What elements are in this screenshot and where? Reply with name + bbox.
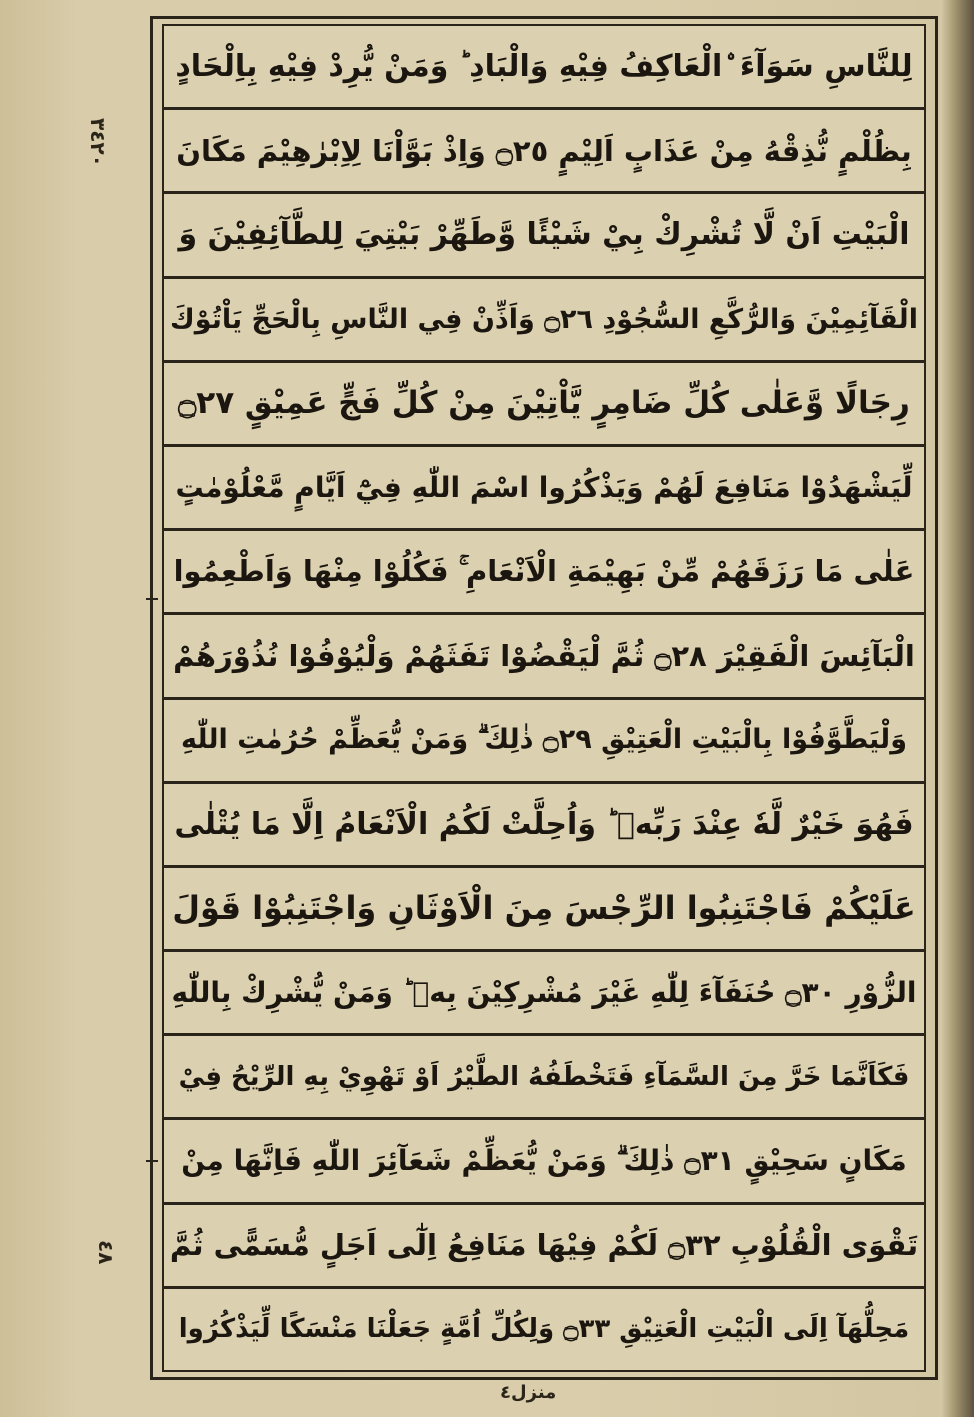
text-line-10: فَهُوَ خَيْرٌ لَّهٗ عِنْدَ رَبِّهٖ ؕ وَاُحِلَّتْ لَكُمُ الْاَنْعَامُ اِلَّا مَا يُتْلٰى [164, 784, 924, 868]
text-line-9: وَلْيَطَّوَّفُوْا بِالْبَيْتِ الْعَتِيْقِ ۝٢٩ ذٰلِكَ ۗ وَمَنْ يُّعَظِّمْ حُرُمٰتِ اللّٰهِ [164, 700, 924, 784]
text-line-13: فَكَاَنَّمَا خَرَّ مِنَ السَّمَآءِ فَتَخْطَفُهُ الطَّيْرُ اَوْ تَهْوِيْ بِهِ الرِّيْحُ فِيْ [164, 1036, 924, 1120]
page-header-fragment [150, 0, 940, 14]
margin-marker-top: ٣٤٢٠ [86, 118, 110, 167]
text-line-6: لِّيَشْهَدُوْا مَنَافِعَ لَهُمْ وَيَذْكُرُوا اسْمَ اللّٰهِ فِيْٓ اَيَّامٍ مَّعْلُوْمٰتٍ [164, 447, 924, 531]
text-line-16: مَحِلُّهَآ اِلَى الْبَيْتِ الْعَتِيْقِ ۝٣٣ وَلِكُلِّ اُمَّةٍ جَعَلْنَا مَنْسَكًا لِّيَذْكُرُوا [178, 1314, 910, 1345]
text-line-11: عَلَيْكُمْ فَاجْتَنِبُوا الرِّجْسَ مِنَ الْاَوْثَانِ وَاجْتَنِبُوْا قَوْلَ [164, 868, 924, 952]
text-line-15: تَقْوَى الْقُلُوْبِ ۝٣٢ لَكُمْ فِيْهَا مَنَافِعُ اِلٰٓى اَجَلٍ مُّسَمًّى ثُمَّ [164, 1205, 924, 1289]
page-binding-shadow [940, 0, 974, 1417]
text-line-12: الزُّوْرِ ۝٣٠ حُنَفَآءَ لِلّٰهِ غَيْرَ مُشْرِكِيْنَ بِهٖ ؕ وَمَنْ يُّشْرِكْ بِاللّٰهِ [164, 952, 924, 1036]
margin-tick [146, 1160, 158, 1162]
text-line-1: لِلنَّاسِ سَوَآءَ ۨالْعَاكِفُ فِيْهِ وَالْبَادِ ؕ وَمَنْ يُّرِدْ فِيْهِ بِاِلْحَادٍ [164, 26, 924, 110]
manzil-footer: منزل٤ [500, 1382, 557, 1403]
text-line-8: الْبَآئِسَ الْفَقِيْرَ ۝٢٨ ثُمَّ لْيَقْضُوْا تَفَثَهُمْ وَلْيُوْفُوْا نُذُوْرَهُمْ [164, 615, 924, 699]
text-line-3: الْبَيْتِ اَنْ لَّا تُشْرِكْ بِيْ شَيْئًا وَّطَهِّرْ بَيْتِيَ لِلطَّآئِفِيْنَ وَ [164, 194, 924, 278]
text-line-7: عَلٰى مَا رَزَقَهُمْ مِّنْ بَهِيْمَةِ الْاَنْعَامِ ۚ فَكُلُوْا مِنْهَا وَاَطْعِمُوا [164, 531, 924, 615]
text-line-14: مَكَانٍ سَحِيْقٍ ۝٣١ ذٰلِكَ ۗ وَمَنْ يُّعَظِّمْ شَعَآئِرَ اللّٰهِ فَاِنَّهَا مِنْ [164, 1120, 924, 1204]
text-block [164, 26, 924, 1370]
text-line-2: بِظُلْمٍ نُّذِقْهُ مِنْ عَذَابٍ اَلِيْمٍ ۝٢٥ وَاِذْ بَوَّاْنَا لِاِبْرٰهِيْمَ مَكَانَ [164, 110, 924, 194]
text-line-5: رِجَالًا وَّعَلٰى كُلِّ ضَامِرٍ يَّاْتِيْنَ مِنْ كُلِّ فَجٍّ عَمِيْقٍ ۝٢٧ [164, 363, 924, 447]
margin-marker-bottom: ٤٨ [94, 1240, 118, 1265]
text-line-4: الْقَآئِمِيْنَ وَالرُّكَّعِ السُّجُوْدِ ۝٢٦ وَاَذِّنْ فِي النَّاسِ بِالْحَجِّ يَاْتُوْكَ [164, 279, 924, 363]
margin-tick [146, 598, 158, 600]
